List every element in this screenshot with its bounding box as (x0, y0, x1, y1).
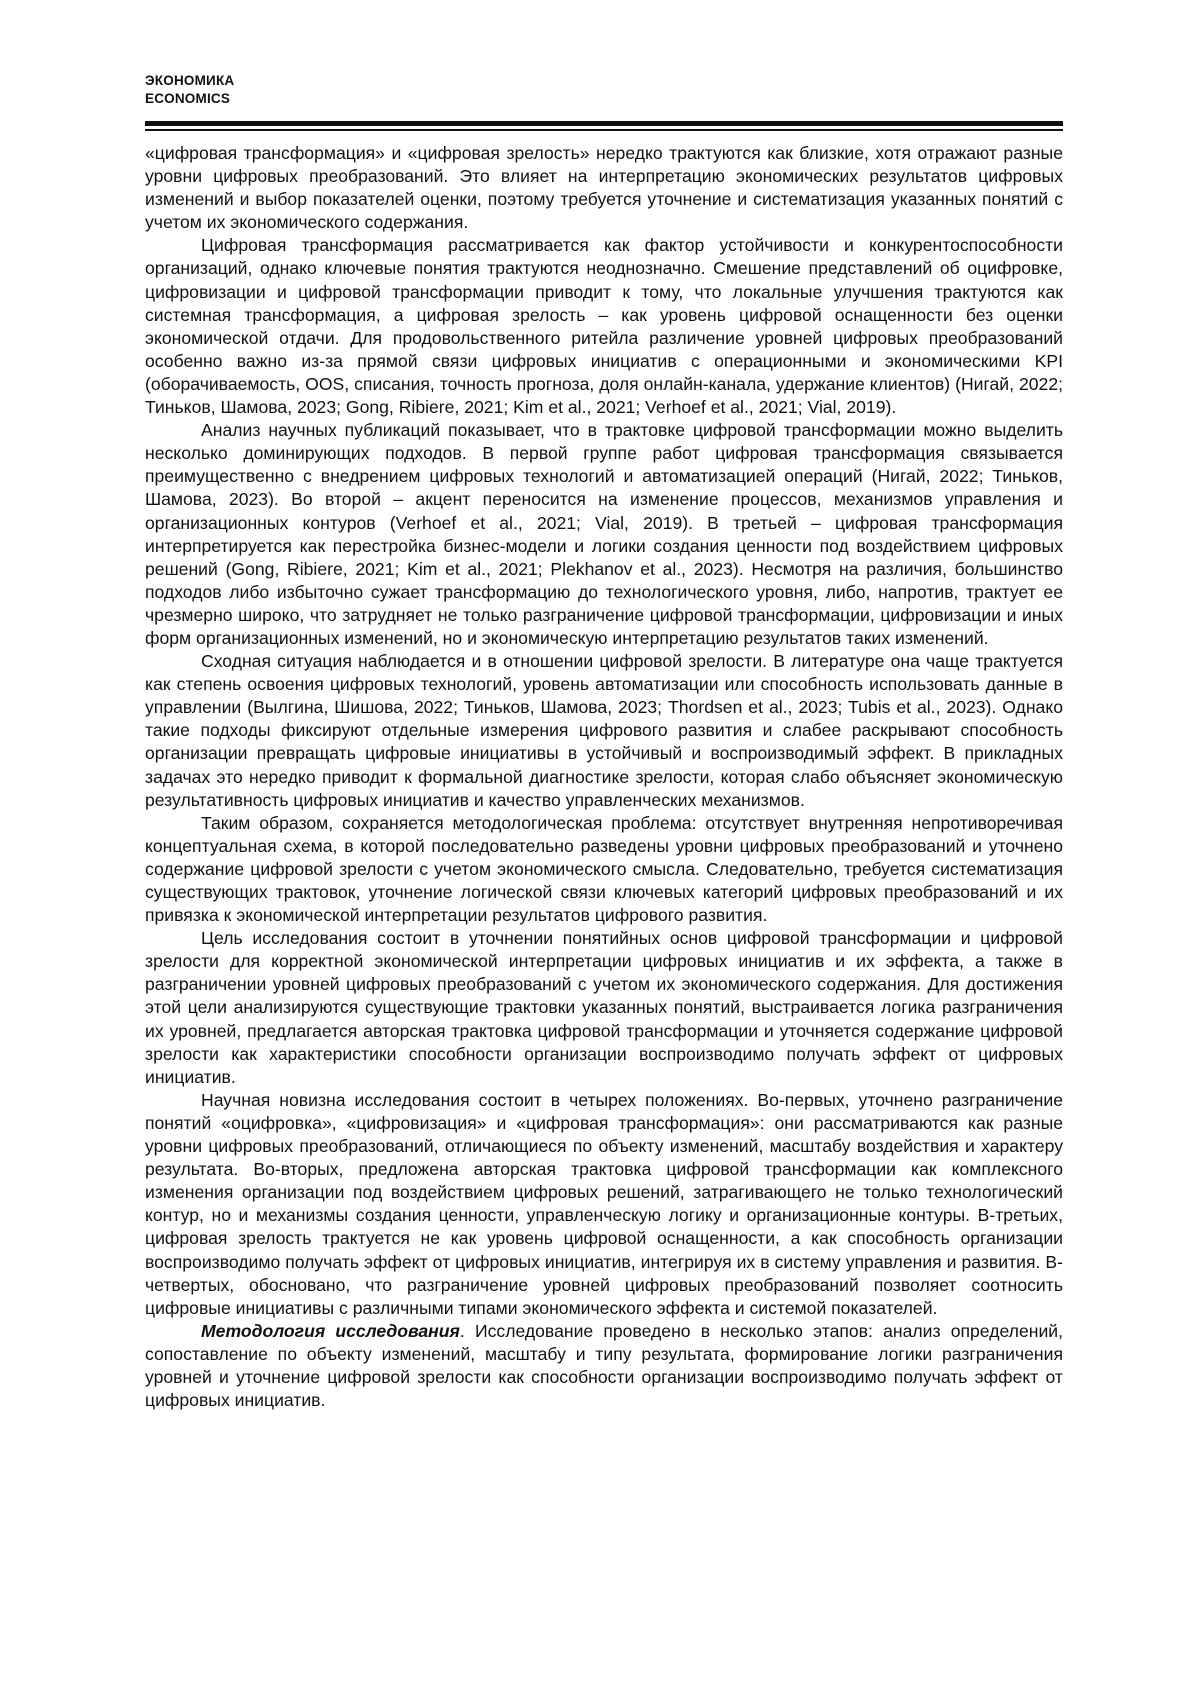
paragraph-continued: «цифровая трансформация» и «цифровая зрелость» нередко трактуются как близкие, хотя отражают разные уровни цифровых преобразований. Это влияет на интерпретацию экономических результатов цифровых изменений и выбор показателей оценки, поэтому требуется уточнение и систематизация указанных понятий с учетом их экономического содержания. (145, 143, 1063, 233)
header-rule-thick (145, 121, 1063, 126)
running-head (145, 72, 234, 108)
section-title-en: ECONOMICS (145, 91, 231, 106)
paragraph: Цель исследования состоит в уточнении понятийных основ цифровой трансформации и цифровой зрелости для корректной экономической интерпретации цифровых инициатив и их эффекта, а также в разграничении уровней цифровых преобразований с учетом их экономического содержания. Для достижения этой цели анализируются существующие трактовки указанных понятий, выстраивается логика разграничения их уровней, предлагается авторская трактовка цифровой трансформации и уточняется содержание цифровой зрелости как характеристики способности организации воспроизводимо получать эффект от цифровых инициатив. (145, 928, 1063, 1087)
paragraph: Сходная ситуация наблюдается и в отношении цифровой зрелости. В литературе она чаще трактуется как степень освоения цифровых технологий, уровень автоматизации или способность использовать данные в управлении (Вылгина, Шишова, 2022; Тиньков, Шамова, 2023; Thordsen et al., 2023; Tubis et al., 2023). Однако такие подходы фиксируют отдельные измерения цифрового развития и слабее раскрывают способность организации превращать цифровые инициативы в устойчивый и воспроизводимый эффект. В прикладных задачах это нередко приводит к формальной диагностике зрелости, которая слабо объясняет экономическую результативность цифровых инициатив и качество управленческих механизмов. (145, 651, 1063, 810)
paragraph: Анализ научных публикаций показывает, что в трактовке цифровой трансформации можно выделить несколько доминирующих подходов. В первой группе работ цифровая трансформация связывается преимущественно с внедрением цифровых технологий и автоматизацией операций (Нигай, 2022; Тиньков, Шамова, 2023). Во второй – акцент переносится на изменение процессов, механизмов управления и организационных контуров (Verhoef et al., 2021; Vial, 2019). В третьей – цифровая трансформация интерпретируется как перестройка бизнес-модели и логики создания ценности под воздействием цифровых решений (Gong, Ribiere, 2021; Kim et al., 2021; Plekhanov et al., 2023). Несмотря на различия, большинство подходов либо избыточно сужает трансформацию до технологического уровня, либо, напротив, трактует ее чрезмерно широко, что затрудняет не только разграничение цифровой трансформации, цифровизации и иных форм организационных изменений, но и экономическую интерпретацию результатов таких изменений. (145, 420, 1063, 648)
section-title-ru: ЭКОНОМИКА (145, 73, 235, 88)
paragraph: Таким образом, сохраняется методологическая проблема: отсутствует внутренняя непротиворечивая концептуальная схема, в которой последовательно разведены уровни цифровых преобразований и уточнено содержание цифровой зрелости с учетом экономического смысла. Следовательно, требуется систематизация существующих трактовок, уточнение логической связи ключевых категорий цифровых преобразований и их привязка к экономической интерпретации результатов цифрового развития. (145, 812, 1063, 926)
methodology-heading: Методология исследования (201, 1320, 460, 1341)
header-rule-thin (145, 129, 1063, 131)
paragraph: Цифровая трансформация рассматривается как фактор устойчивости и конкурентоспособности организаций, однако ключевые понятия трактуются неоднозначно. Смешение представлений об оцифровке, цифровизации и цифровой трансформации приводит к тому, что локальные улучшения трактуются как системная трансформация, а цифровая зрелость – как уровень цифровой оснащенности без оценки экономической отдачи. Для продовольственного ритейла различение уровней цифровых преобразований особенно важно из-за прямой связи цифровых инициатив с операционными и экономическими KPI (оборачиваемость, OOS, списания, точность прогноза, доля онлайн-канала, удержание клиентов) (Нигай, 2022; Тиньков, Шамова, 2023; Gong, Ribiere, 2021; Kim et al., 2021; Verhoef et al., 2021; Vial, 2019). (145, 235, 1063, 418)
paragraph: Научная новизна исследования состоит в четырех положениях. Во-первых, уточнено разграничение понятий «оцифровка», «цифровизация» и «цифровая трансформация»: они рассматриваются как разные уровни цифровых преобразований, отличающиеся по объекту изменений, масштабу воздействия и характеру результата. Во-вторых, предложена авторская трактовка цифровой трансформации как комплексного изменения организации под воздействием цифровых решений, затрагивающего не только технологический контур, но и механизмы создания ценности, управленческую логику и организационные контуры. В-третьих, цифровая зрелость трактуется не как уровень цифровой оснащенности, а как способность организации воспроизводимо получать эффект от цифровых инициатив, интегрируя их в систему управления и развития. В-четвертых, обосновано, что разграничение уровней цифровых преобразований позволяет соотносить цифровые инициативы с различными типами экономического эффекта и системой показателей. (145, 1089, 1063, 1318)
article-body (145, 142, 1063, 1412)
methodology-paragraph (145, 1320, 1063, 1412)
methodology-text: . Исследование проведено в несколько этапов: анализ определений, сопоставление по объекту изменений, масштабу и типу результата, формирование логики разграничения уровней и уточнение цифровой зрелости как способности организации воспроизводимо получать эффект от цифровых инициатив. (145, 1320, 1063, 1411)
